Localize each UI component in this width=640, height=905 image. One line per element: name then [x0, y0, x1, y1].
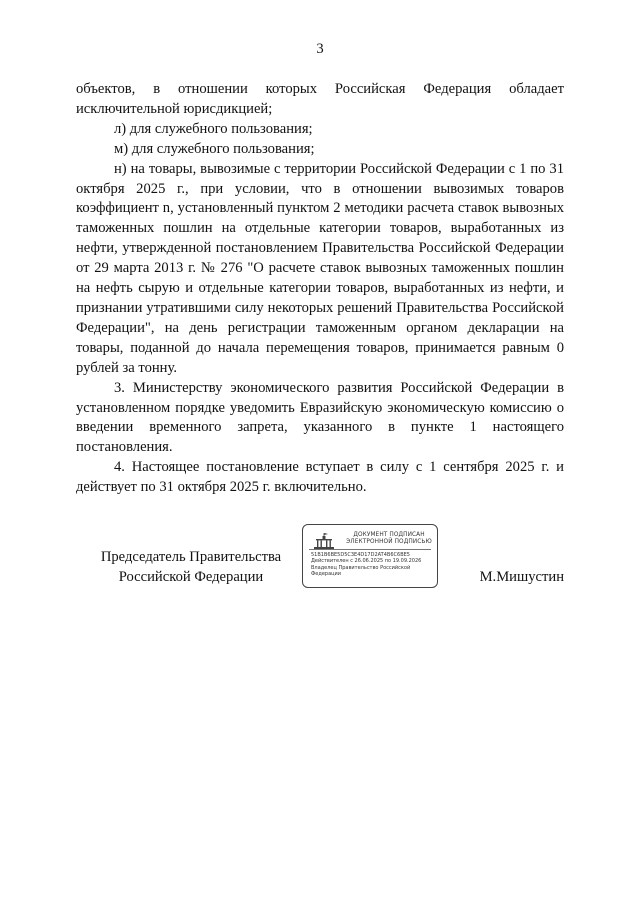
page-number: 3 — [316, 41, 324, 57]
signatory-name: М.Мишустин — [479, 569, 564, 585]
paragraph-4: н) на товары, вывозимые с территории Российской Федерации с 1 по 31 октября 2025 г., при условии, что в отношении вывозимых товаров коэффициент n, установленный пунктом 2 методики расчета ставок вывозных таможенных пошлин на отдельные категории товаров, выработанных из нефти, утвержденной постановлением Правительства Российской Федерации от 29 марта 2013 г. № 276 "О расчете ставок вывозных таможенных пошлин на нефть сырую и отдельные категории товаров, выработанных из нефти, и признании утратившими силу некоторых решений Правительства Российской Федерации", на день регистрации таможенным органом декларации на товары, поданной до начала перемещения товаров, принимается равным 0 рублей за тонну. — [76, 160, 564, 376]
document-body — [76, 80, 564, 498]
paragraph-1: объектов, в отношении которых Российская Федерация обладает исключительной юрисдикцией; — [76, 81, 564, 117]
signatory-position-line-1: Председатель Правительства — [100, 549, 282, 565]
paragraph-2: л) для служебного пользования; — [114, 120, 313, 137]
paragraph-3: м) для служебного пользования; — [114, 140, 315, 157]
stamp-details — [311, 552, 433, 578]
signatory-position-line-2: Российской Федерации — [118, 568, 264, 585]
stamp-title: ДОКУМЕНТ ПОДПИСАН ЭЛЕКТРОННОЙ ПОДПИСЬЮ — [346, 532, 432, 545]
stamp-validity: Действителен с 26.06.2025 по 19.09.2026 — [311, 558, 422, 565]
stamp-owner-line-1: Владелец Правительство Российской — [311, 564, 411, 571]
stamp-divider — [309, 549, 431, 550]
stamp-owner-line-2: Федерации — [311, 571, 342, 578]
stamp-certificate-serial: 51B1B6BE5D5C3E4D17D2AT4B6C6BE5 — [311, 552, 410, 558]
paragraph-5: 3. Министерству экономического развития Российской Федерации в установленном порядке уведомить Евразийскую экономическую комиссию о введении временного запрета, указанного в пункте 1 настоящего постановления. — [76, 379, 564, 456]
paragraph-6: 4. Настоящее постановление вступает в силу с 1 сентября 2025 г. и действует по 31 октября 2025 г. включительно. — [76, 459, 564, 496]
electronic-signature-stamp — [302, 524, 438, 588]
signatory-position — [76, 548, 306, 588]
government-building-icon — [313, 532, 335, 550]
